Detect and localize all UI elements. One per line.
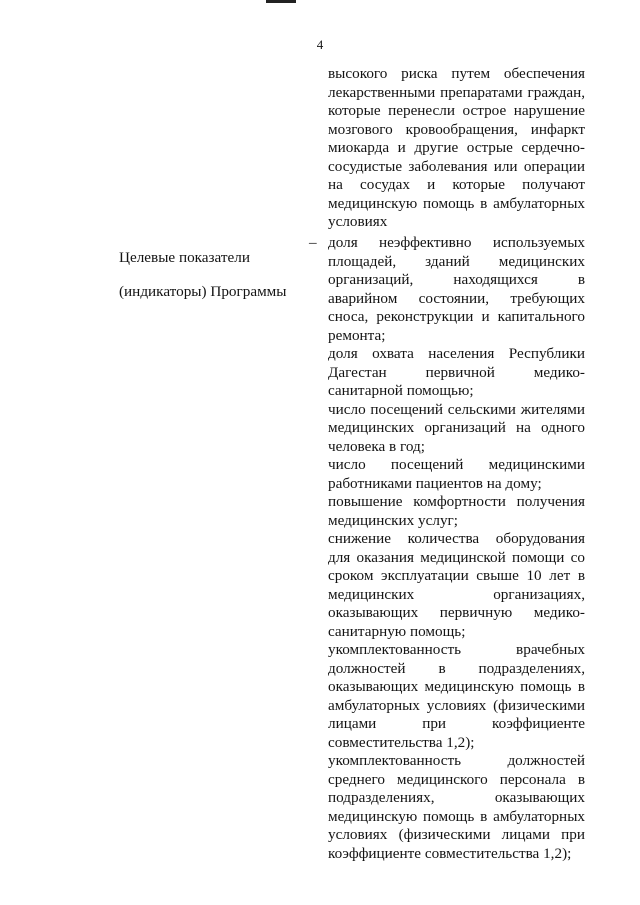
text-line: Дагестан первичной медико- (328, 363, 585, 381)
text-line: (индикаторы) Программы (119, 282, 287, 300)
indicator-item (328, 345, 585, 401)
text-line: медицинских услуг; (328, 511, 458, 529)
indicator-list (328, 234, 585, 863)
text-line: оказывающих первичную медико- (328, 604, 585, 621)
text-line: ремонта; (328, 326, 386, 344)
text-line: снижение количества оборудования (328, 530, 585, 547)
text-line: условиях (328, 213, 388, 230)
text-line: сноса, реконструкции и капитального (328, 308, 585, 325)
text-line: сосудистые заболевания или операции (328, 157, 585, 175)
indicator-item (328, 456, 585, 493)
text-line: число посещений медицинскими (328, 456, 585, 473)
indicator-item (328, 493, 585, 530)
text-line: миокарда и другие острые сердечно- (328, 139, 585, 156)
text-line: медицинских организациях, (328, 585, 585, 603)
indicator-item (328, 530, 585, 641)
indicator-item (328, 752, 585, 863)
text-line: амбулаторных условиях (физическими (328, 696, 585, 714)
text-line: которые перенесли острое нарушение (328, 102, 585, 119)
page-number: 4 (316, 37, 324, 52)
text-line: медицинских организаций на одного (328, 419, 585, 436)
indicator-item (328, 401, 585, 457)
dash-separator: – (309, 234, 317, 251)
text-line: организаций, находящихся в (328, 271, 585, 288)
text-line: доля неэффективно используемых (328, 234, 585, 251)
text-line: медицинскую помощь в амбулаторных (328, 807, 585, 825)
section-label (119, 234, 299, 317)
text-line: мозгового кровообращения, инфаркт (328, 120, 585, 138)
text-line: санитарной помощью; (328, 382, 474, 399)
text-line: условиях (физическими лицами при (328, 826, 585, 843)
text-line: коэффициенте совместительства 1,2); (328, 844, 572, 862)
indicator-item (328, 641, 585, 752)
text-line: укомплектованность должностей (328, 752, 585, 769)
text-line: лицами при коэффициенте (328, 715, 585, 732)
text-line: на сосудах и которые получают (328, 176, 585, 193)
text-line: медицинскую помощь в амбулаторных (328, 194, 585, 212)
text-line: для оказания медицинской помощи со (328, 548, 585, 566)
text-line: человека в год; (328, 437, 425, 455)
text-line: среднего медицинского персонала в (328, 770, 585, 788)
text-line: укомплектованность врачебных (328, 641, 585, 658)
text-line: работниками пациентов на дому; (328, 474, 542, 492)
text-line: должностей в подразделениях, (328, 659, 585, 677)
text-line: лекарственными препаратами граждан, (328, 83, 585, 101)
text-line: санитарную помощь; (328, 622, 466, 640)
text-line: высокого риска путем обеспечения (328, 65, 585, 82)
text-line: площадей, зданий медицинских (328, 252, 585, 270)
text-line: подразделениях, оказывающих (328, 789, 585, 806)
intro-paragraph (328, 65, 585, 232)
text-line: аварийном состоянии, требующих (328, 289, 585, 307)
text-line: оказывающих медицинскую помощь в (328, 678, 585, 695)
text-line: сроком эксплуатации свыше 10 лет в (328, 567, 585, 584)
text-line: повышение комфортности получения (328, 493, 585, 510)
text-line: число посещений сельскими жителями (328, 400, 585, 418)
text-line: доля охвата населения Республики (328, 345, 585, 362)
text-line: Целевые показатели (119, 249, 250, 267)
text-line: совместительства 1,2); (328, 733, 475, 751)
indicator-item (328, 234, 585, 345)
scan-mark (266, 0, 296, 3)
